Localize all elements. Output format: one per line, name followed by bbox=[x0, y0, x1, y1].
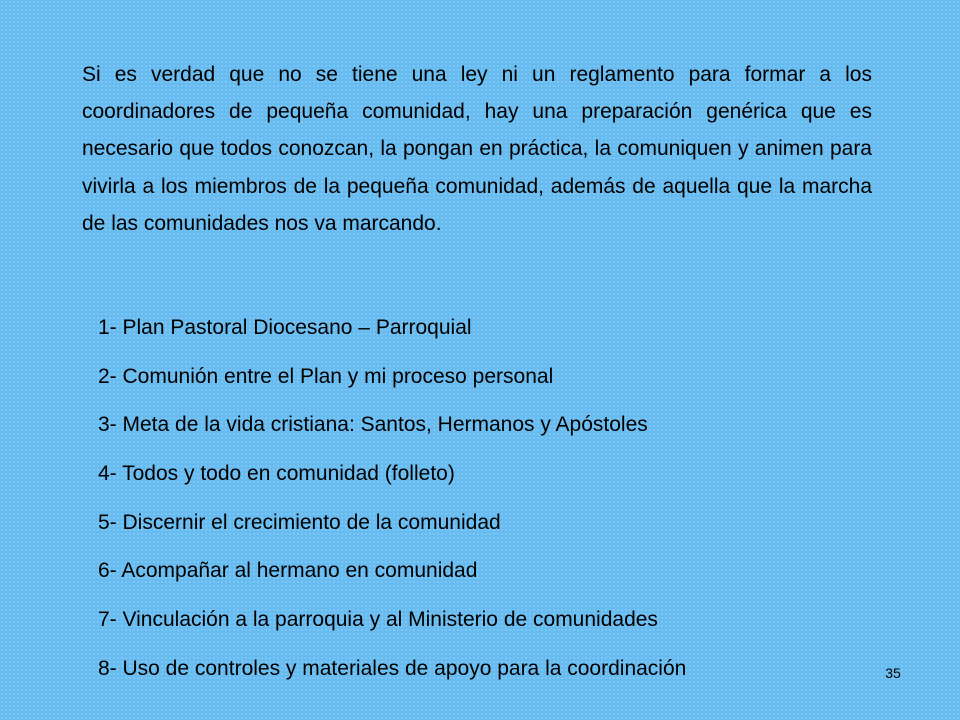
topic-list bbox=[98, 304, 898, 694]
list-item: 3- Meta de la vida cristiana: Santos, Hermanos y Apóstoles bbox=[98, 413, 648, 437]
list-item: 8- Uso de controles y materiales de apoyo para la coordinación bbox=[98, 656, 687, 680]
page-number: 35 bbox=[885, 665, 901, 681]
list-item: 1- Plan Pastoral Diocesano – Parroquial bbox=[98, 316, 472, 339]
list-item: 7- Vinculación a la parroquia y al Ministerio de comunidades bbox=[98, 608, 658, 632]
list-item: 2- Comunión entre el Plan y mi proceso personal bbox=[98, 364, 554, 388]
list-item: 4- Todos y todo en comunidad (folleto) bbox=[98, 462, 455, 486]
intro-paragraph: Si es verdad que no se tiene una ley ni un reglamento para formar a los coordinadores de pequeña comunidad, hay una preparación genérica que es necesario que todos conozcan, la pongan en práctica, la comuniquen y animen para vivirla a los miembros de la pequeña comunidad, además de aquella que la marcha de las comunidades nos va marcando. bbox=[82, 63, 872, 235]
list-item: 5- Discernir el crecimiento de la comunidad bbox=[98, 510, 501, 534]
list-item: 6- Acompañar al hermano en comunidad bbox=[98, 559, 478, 583]
